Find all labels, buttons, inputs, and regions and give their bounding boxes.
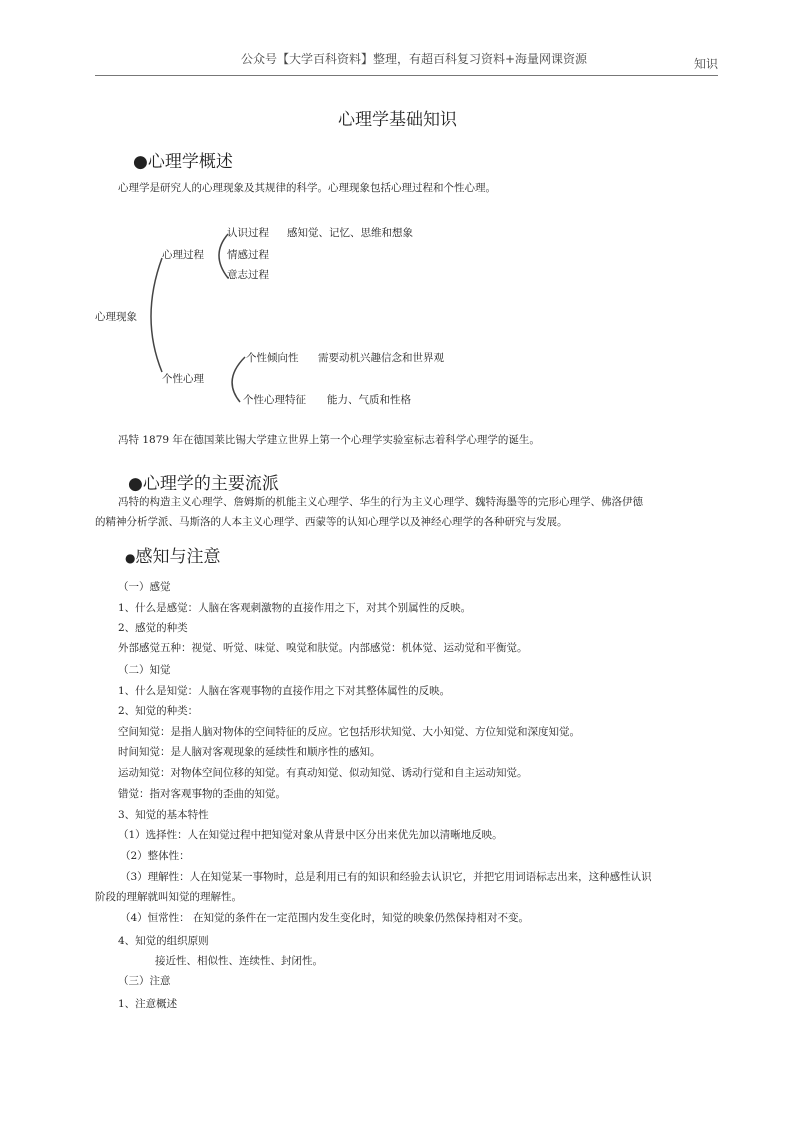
text-line: 空间知觉：是指人脑对物体的空间特征的反应。它包括形状知觉、大小知觉、方位知觉和深度知觉。 xyxy=(118,726,580,738)
text-line: 时间知觉：是人脑对客观现象的延续性和顺序性的感知。 xyxy=(118,746,381,758)
overview-intro: 心理学是研究人的心理现象及其规律的科学。心理现象包括心理过程和个性心理。 xyxy=(118,182,496,194)
text-line: 3、知觉的基本特性 xyxy=(118,809,209,821)
wundt-text: 冯特 1879 年在德国莱比锡大学建立世界上第一个心理学实验室标志着科学心理学的诞生。 xyxy=(118,434,540,446)
text-line: 2、知觉的种类： xyxy=(118,705,199,717)
text-line: （三）注意 xyxy=(118,975,171,987)
brace-root xyxy=(151,258,162,372)
bullet-icon: ● xyxy=(128,474,143,494)
section-heading-perception xyxy=(125,546,220,569)
text-line: （1）选择性：人在知觉过程中把知觉对象从背景中区分出来优先加以清晰地反映。 xyxy=(118,829,503,841)
page-title: 心理学基础知识 xyxy=(338,110,457,130)
diagram-personality: 个性心理 xyxy=(162,373,204,385)
heading-text: 感知与注意 xyxy=(135,547,221,567)
text-line: 1、什么是感觉：人脑在客观刺激物的直接作用之下，对其个别属性的反映。 xyxy=(118,602,472,614)
text-line: （2）整体性： xyxy=(120,850,190,862)
text-line: （二）知觉 xyxy=(118,664,171,676)
diagram-tendency-desc: 需要动机兴趣信念和世界观 xyxy=(318,352,444,364)
diagram-traits-desc: 能力、气质和性格 xyxy=(327,394,411,406)
diagram-root: 心理现象 xyxy=(95,311,137,323)
text-line: 错觉：指对客观事物的歪曲的知觉。 xyxy=(118,788,286,800)
diagram-cognition-desc: 感知觉、记忆、思维和想象 xyxy=(287,227,413,239)
section-heading-schools xyxy=(128,473,279,495)
text-line: 1、什么是知觉：人脑在客观事物的直接作用之下对其整体属性的反映。 xyxy=(118,685,451,697)
bullet-icon: ● xyxy=(125,551,136,565)
diagram-process: 心理过程 xyxy=(162,249,204,261)
text-line: （3）理解性：人在知觉某一事物时，总是利用已有的知识和经验去认识它，并把它用词语标志出来，这种感性认识 xyxy=(120,871,652,883)
diagram-emotion: 情感过程 xyxy=(227,249,269,261)
schools-para-1: 冯特的构造主义心理学、詹姆斯的机能主义心理学、华生的行为主义心理学、魏特海墨等的完形心理学、佛洛伊德 xyxy=(118,496,643,508)
text-line: 外部感觉五种：视觉、听觉、味觉、嗅觉和肤觉。内部感觉：机体觉、运动觉和平衡觉。 xyxy=(118,642,528,654)
bullet-icon: ● xyxy=(133,152,148,172)
text-line: （一）感觉 xyxy=(118,581,171,593)
text-line: 接近性、相似性、连续性、封闭性。 xyxy=(155,955,323,967)
text-line: 2、感觉的种类 xyxy=(118,622,188,634)
diagram-cognition: 认识过程 xyxy=(227,227,269,239)
text-line: 4、知觉的组织原则 xyxy=(118,935,209,947)
diagram-traits: 个性心理特征 xyxy=(243,394,306,406)
page-header-right: 知识 xyxy=(694,57,719,71)
schools-para-2: 的精神分析学派、马斯洛的人本主义心理学、西蒙等的认知心理学以及神经心理学的各种研究与发展。 xyxy=(95,516,568,528)
diagram-will: 意志过程 xyxy=(227,269,269,281)
text-line: （4）恒常性： 在知觉的条件在一定范围内发生变化时，知觉的映象仍然保持相对不变。 xyxy=(120,912,530,924)
heading-text: 心理学概述 xyxy=(147,152,233,172)
text-line: 运动知觉：对物体空间位移的知觉。有真动知觉、似动知觉、诱动行觉和自主运动知觉。 xyxy=(118,767,528,779)
diagram-tendency: 个性倾向性 xyxy=(246,352,299,364)
heading-text: 心理学的主要流派 xyxy=(142,474,279,494)
text-line: 1、注意概述 xyxy=(118,998,178,1010)
text-line: 阶段的理解就叫知觉的理解性。 xyxy=(95,891,242,903)
page-header-text: 公众号【大学百科资料】整理，有超百科复习资料+海量网课资源 xyxy=(241,52,588,66)
